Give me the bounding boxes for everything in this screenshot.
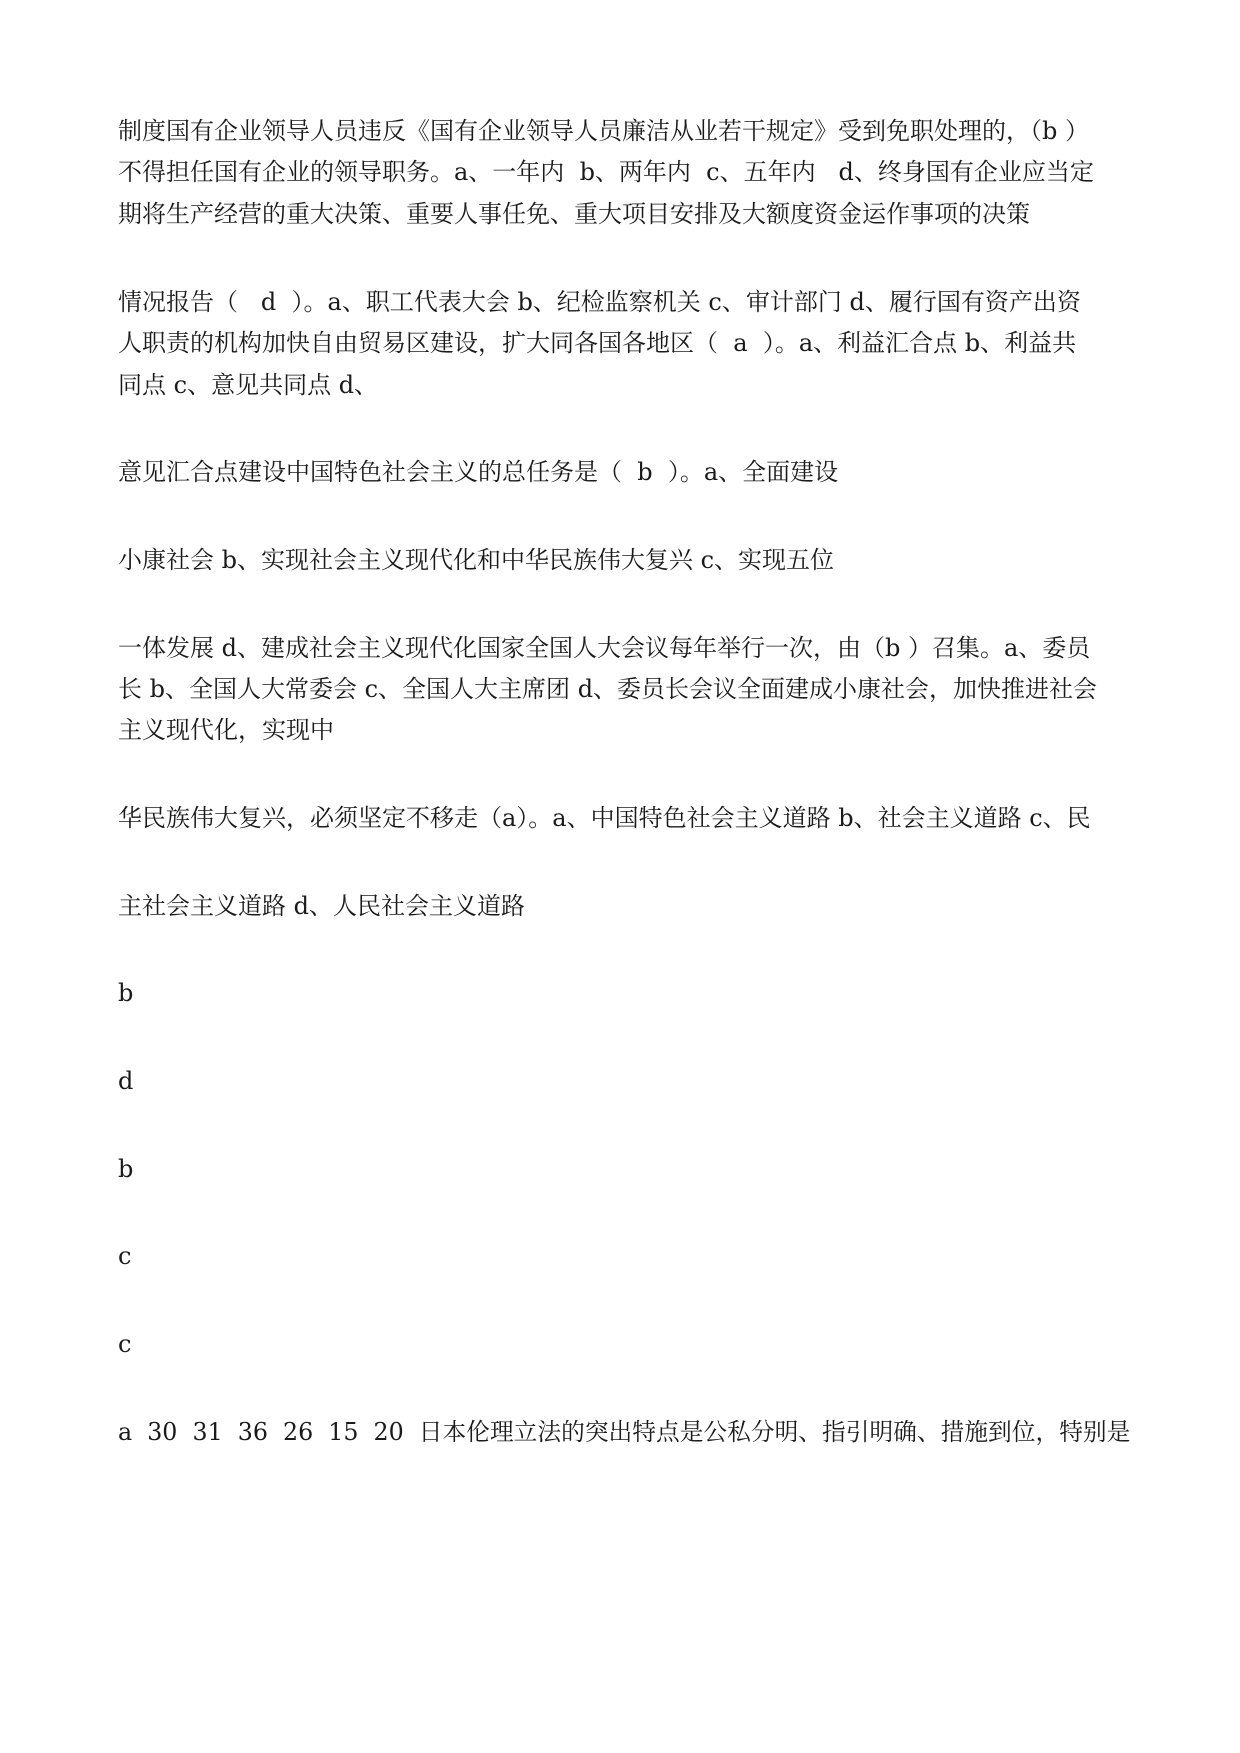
text-line: 情况报告（ d ）。a、职工代表大会 b、纪检监察机关 c、审计部门 d、履行国有资产出资 xyxy=(118,288,1081,316)
text-line: 华民族伟大复兴，必须坚定不移走（a）。a、中国特色社会主义道路 b、社会主义道路 c、民 xyxy=(118,804,1091,832)
text-line: 制度国有企业领导人员违反《国有企业领导人员廉洁从业若干规定》受到免职处理的，（b ） xyxy=(118,117,1089,145)
text-line: 长 b、全国人大常委会 c、全国人大主席团 d、委员长会议全面建成小康社会，加快推进社会 xyxy=(118,675,1098,703)
text-line: b xyxy=(118,1155,134,1183)
text-line: 同点 c、意见共同点 d、 xyxy=(118,371,379,399)
text-line: d xyxy=(118,1067,134,1095)
text-line: 人职责的机构加快自由贸易区建设，扩大同各国各地区（ a ）。a、利益汇合点 b、利益共 xyxy=(118,329,1077,357)
text-line: b xyxy=(118,979,134,1007)
text-line: c xyxy=(118,1242,132,1270)
text-line: c xyxy=(118,1330,132,1358)
text-line: 意见汇合点建设中国特色社会主义的总任务是（ b ）。a、全面建设 xyxy=(118,458,839,486)
text-line: 期将生产经营的重大决策、重要人事任免、重大项目安排及大额度资金运作事项的决策 xyxy=(118,200,1030,228)
text-line: 不得担任国有企业的领导职务。a、一年内 b、两年内 c、五年内 d、终身国有企业应当定 xyxy=(118,158,1094,186)
text-line: a 30 31 36 26 15 20 日本伦理立法的突出特点是公私分明、指引明确、措施到位，特别是 xyxy=(118,1418,1131,1446)
text-line: 一体发展 d、建成社会主义现代化国家全国人大会议每年举行一次，由（b ）召集。a、委员 xyxy=(118,634,1091,662)
text-line: 小康社会 b、实现社会主义现代化和中华民族伟大复兴 c、实现五位 xyxy=(118,546,835,574)
text-line: 主社会主义道路 d、人民社会主义道路 xyxy=(118,892,525,920)
text-line: 主义现代化，实现中 xyxy=(118,716,334,744)
